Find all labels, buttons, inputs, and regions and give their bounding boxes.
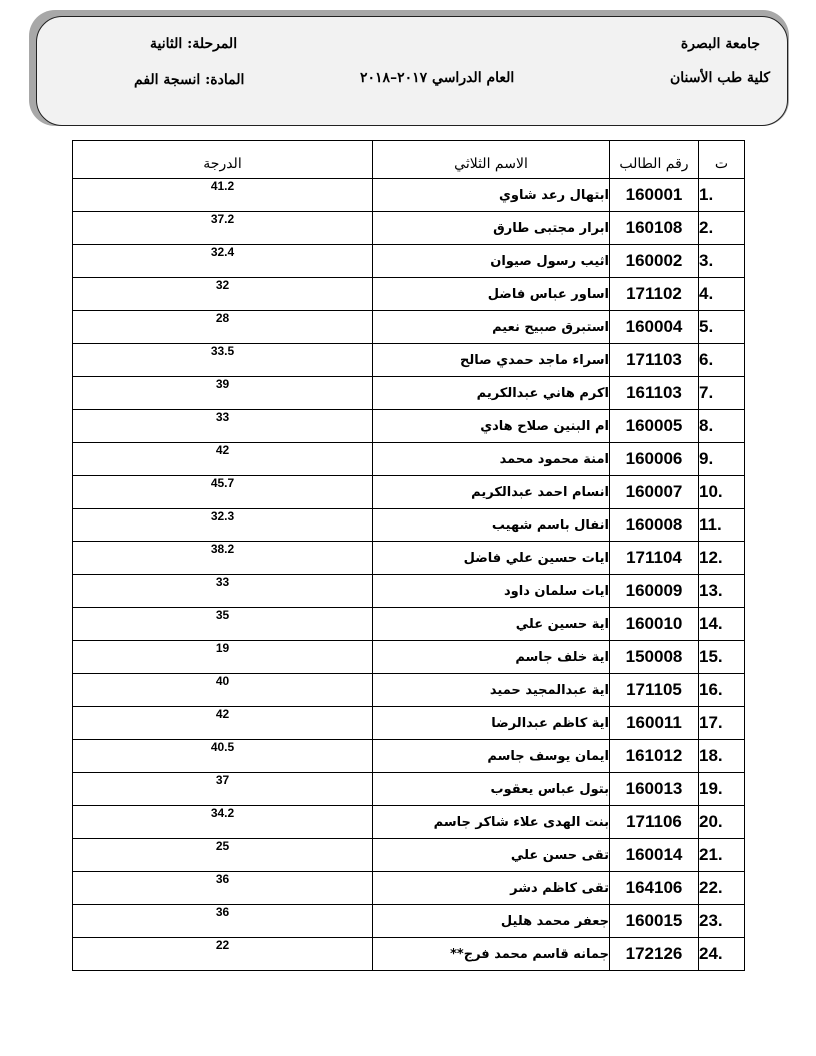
row-grade: 42	[73, 707, 373, 740]
header-name: الاسم الثلاثي	[373, 141, 610, 179]
table-row	[73, 740, 745, 773]
row-number: 7.	[699, 377, 745, 410]
row-student-id: 161103	[610, 377, 699, 410]
row-student-id: 160014	[610, 839, 699, 872]
row-number: 18.	[699, 740, 745, 773]
row-grade: 42	[73, 443, 373, 476]
row-number: 17.	[699, 707, 745, 740]
row-name: ام البنين صلاح هادي	[373, 410, 610, 443]
row-student-id: 161012	[610, 740, 699, 773]
row-number: 21.	[699, 839, 745, 872]
table-row	[73, 674, 745, 707]
row-student-id: 150008	[610, 641, 699, 674]
row-grade: 36	[73, 905, 373, 938]
row-student-id: 160108	[610, 212, 699, 245]
table-row	[73, 905, 745, 938]
row-name: اية عبدالمجيد حميد	[373, 674, 610, 707]
row-name: انفال باسم شهيب	[373, 509, 610, 542]
row-student-id: 172126	[610, 938, 699, 971]
table-row	[73, 212, 745, 245]
row-student-id: 160005	[610, 410, 699, 443]
row-student-id: 171102	[610, 278, 699, 311]
row-name: اسراء ماجد حمدي صالح	[373, 344, 610, 377]
row-number: 16.	[699, 674, 745, 707]
university-name: جامعة البصرة	[680, 36, 760, 52]
row-student-id: 171103	[610, 344, 699, 377]
table-row	[73, 773, 745, 806]
row-grade: 37.2	[73, 212, 373, 245]
table-row	[73, 509, 745, 542]
table-row	[73, 542, 745, 575]
table-row	[73, 344, 745, 377]
table-row	[73, 377, 745, 410]
row-number: 13.	[699, 575, 745, 608]
row-number: 22.	[699, 872, 745, 905]
row-name: اثيب رسول صيوان	[373, 245, 610, 278]
row-number: 15.	[699, 641, 745, 674]
row-number: 5.	[699, 311, 745, 344]
row-grade: 22	[73, 938, 373, 971]
row-grade: 33	[73, 410, 373, 443]
row-grade: 32.4	[73, 245, 373, 278]
row-number: 24.	[699, 938, 745, 971]
table-row	[73, 839, 745, 872]
subject-label: المادة: انسجة الفم	[134, 72, 245, 88]
table-row	[73, 179, 745, 212]
header-grade: الدرجة	[73, 141, 373, 179]
row-number: 19.	[699, 773, 745, 806]
row-number: 23.	[699, 905, 745, 938]
row-number: 6.	[699, 344, 745, 377]
table-header-row	[73, 141, 745, 179]
row-name: اية حسين علي	[373, 608, 610, 641]
table-row	[73, 938, 745, 971]
header-student-id: رقم الطالب	[610, 141, 699, 179]
row-number: 12.	[699, 542, 745, 575]
row-grade: 34.2	[73, 806, 373, 839]
row-student-id: 171104	[610, 542, 699, 575]
table-row	[73, 278, 745, 311]
row-grade: 28	[73, 311, 373, 344]
table-row	[73, 707, 745, 740]
row-name: اساور عباس فاضل	[373, 278, 610, 311]
row-grade: 32.3	[73, 509, 373, 542]
row-student-id: 160008	[610, 509, 699, 542]
row-student-id: 160007	[610, 476, 699, 509]
row-name: ابتهال رعد شاوي	[373, 179, 610, 212]
row-name: جمانه قاسم محمد فرج**	[373, 938, 610, 971]
row-number: 4.	[699, 278, 745, 311]
row-number: 20.	[699, 806, 745, 839]
row-student-id: 160013	[610, 773, 699, 806]
row-student-id: 160004	[610, 311, 699, 344]
table-row	[73, 476, 745, 509]
row-grade: 39	[73, 377, 373, 410]
row-number: 11.	[699, 509, 745, 542]
row-number: 3.	[699, 245, 745, 278]
row-number: 2.	[699, 212, 745, 245]
row-name: انسام احمد عبدالكريم	[373, 476, 610, 509]
row-grade: 35	[73, 608, 373, 641]
header-number: ت	[699, 141, 745, 179]
row-number: 10.	[699, 476, 745, 509]
stage-label: المرحلة: الثانية	[150, 36, 238, 52]
academic-year: العام الدراسي ٢٠١٧–٢٠١٨	[360, 70, 515, 86]
row-name: اية كاظم عبدالرضا	[373, 707, 610, 740]
row-grade: 40.5	[73, 740, 373, 773]
row-grade: 36	[73, 872, 373, 905]
row-number: 8.	[699, 410, 745, 443]
table-row	[73, 806, 745, 839]
row-student-id: 171106	[610, 806, 699, 839]
table-row	[73, 245, 745, 278]
row-grade: 45.7	[73, 476, 373, 509]
row-number: 1.	[699, 179, 745, 212]
row-grade: 38.2	[73, 542, 373, 575]
row-number: 9.	[699, 443, 745, 476]
row-number: 14.	[699, 608, 745, 641]
table-row	[73, 311, 745, 344]
row-student-id: 160002	[610, 245, 699, 278]
table-row	[73, 872, 745, 905]
table-row	[73, 410, 745, 443]
row-student-id: 160011	[610, 707, 699, 740]
row-name: استبرق صبيح نعيم	[373, 311, 610, 344]
row-student-id: 160010	[610, 608, 699, 641]
row-student-id: 160001	[610, 179, 699, 212]
row-name: ايمان يوسف جاسم	[373, 740, 610, 773]
row-name: تقى كاظم دشر	[373, 872, 610, 905]
row-student-id: 160009	[610, 575, 699, 608]
row-student-id: 160006	[610, 443, 699, 476]
row-name: ابرار مجتبى طارق	[373, 212, 610, 245]
table-row	[73, 443, 745, 476]
row-grade: 37	[73, 773, 373, 806]
row-student-id: 164106	[610, 872, 699, 905]
college-name: كلية طب الأسنان	[669, 70, 770, 86]
row-name: ايات حسين علي فاضل	[373, 542, 610, 575]
row-student-id: 160015	[610, 905, 699, 938]
row-name: اية خلف جاسم	[373, 641, 610, 674]
row-student-id: 171105	[610, 674, 699, 707]
row-name: اكرم هاني عبدالكريم	[373, 377, 610, 410]
row-grade: 32	[73, 278, 373, 311]
row-name: جعفر محمد هليل	[373, 905, 610, 938]
row-name: بتول عباس يعقوب	[373, 773, 610, 806]
row-name: امنة محمود محمد	[373, 443, 610, 476]
row-grade: 25	[73, 839, 373, 872]
row-grade: 19	[73, 641, 373, 674]
table-row	[73, 575, 745, 608]
row-grade: 33	[73, 575, 373, 608]
grades-table	[72, 140, 745, 971]
row-name: بنت الهدى علاء شاكر جاسم	[373, 806, 610, 839]
row-grade: 40	[73, 674, 373, 707]
row-grade: 33.5	[73, 344, 373, 377]
row-grade: 41.2	[73, 179, 373, 212]
row-name: تقى حسن علي	[373, 839, 610, 872]
table-row	[73, 641, 745, 674]
table-row	[73, 608, 745, 641]
row-name: ايات سلمان داود	[373, 575, 610, 608]
